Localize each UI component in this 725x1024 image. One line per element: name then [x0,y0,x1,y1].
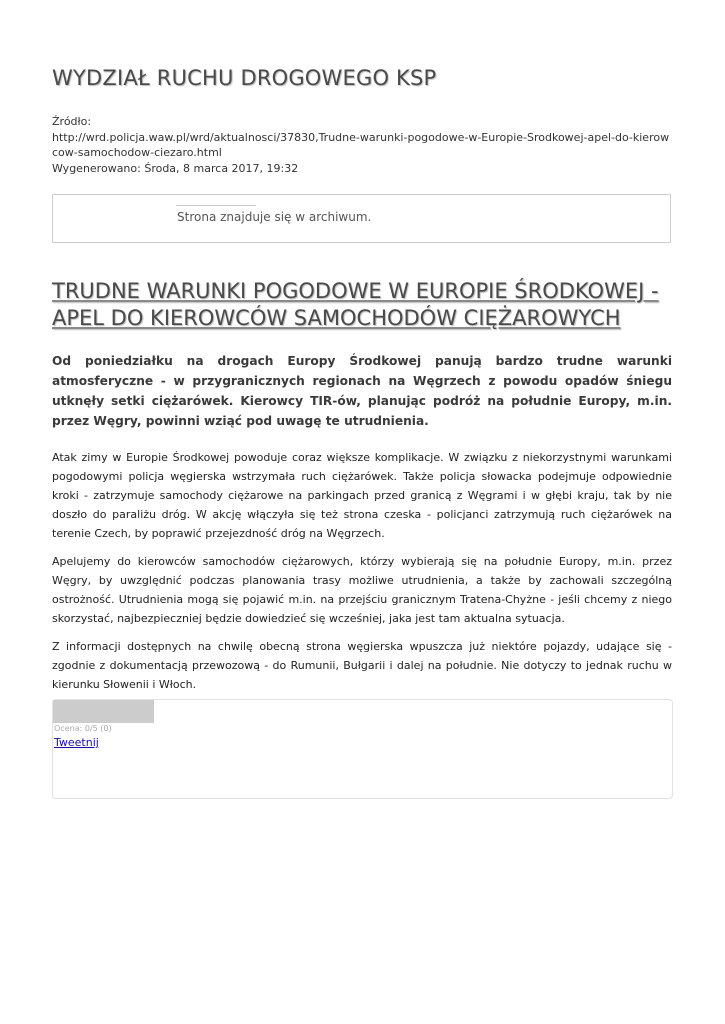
tweet-link[interactable]: Tweetnij [54,736,99,749]
article-paragraph: Z informacji dostępnych na chwilę obecną strona węgierska wpuszcza już niektóre pojazdy, udające się - zgodnie z dokumentacją przewozową - do Rumunii, Bułgarii i dalej na południe. Nie dotyczy to jednak ruchu w kierunku Słowenii i Włoch. [52,640,672,691]
article-paragraph: Apelujemy do kierowców samochodów ciężarowych, którzy wybierają się na południe Europy, m.in. przez Węgry, by uwzględnić podczas planowania trasy możliwe utrudnienia, a także by zachowali szczególną ostrożność. Utrudnienia mogą się pojawić m.in. na przejściu granicznym Tratena-Chyżne - jeśli chcemy z niego skorzystać, najbezpieczniej będzie dowiedzieć się wcześniej, jaka jest tam aktualna sytuacja. [52,555,672,625]
generated-timestamp: Wygenerowano: Środa, 8 marca 2017, 19:32 [52,161,299,175]
page-meta [52,114,674,176]
archive-notice-box [52,194,671,243]
archive-notice: Strona znajduje się w archiwum. [177,210,372,224]
source-label: Źródło: [52,115,92,128]
rating-stars-placeholder[interactable] [53,700,154,723]
rating-label: Ocena: 0/5 (0) [54,724,112,733]
article-paragraph: Atak zimy w Europie Środkowej powoduje coraz większe komplikacje. W związku z niekorzystnymi warunkami pogodowymi policja węgierska wstrzymała ruch ciężarówek. Także policja słowacka podejmuje odpowiednie kroki - zatrzymuje samochody ciężarowe na parkingach przed granicą z Węgrami i w głębi kraju, tak by nie doszło do paraliżu dróg. W akcję włączyła się też strona czeska - policjanci zatrzymują ruch ciężarówek na terenie Czech, by poprawić przejezdność dróg na Węgrzech. [52,451,672,540]
article-title: TRUDNE WARUNKI POGODOWE W EUROPIE ŚRODKOWEJ - APEL DO KIEROWCÓW SAMOCHODÓW CIĘŻAROWYCH [52,279,659,330]
article-body [52,448,672,703]
archive-divider [176,205,256,206]
source-url: http://wrd.policja.waw.pl/wrd/aktualnosci/37830,Trudne-warunki-pogodowe-w-Europie-Srodkowej-apel-do-kierowcow-samochodow-ciezaro.html [52,130,670,159]
rating-share-box [52,699,673,799]
site-title: WYDZIAŁ RUCHU DROGOWEGO KSP [52,66,437,90]
article-lead: Od poniedziałku na drogach Europy Środkowej panują bardzo trudne warunki atmosferyczne - w przygranicznych regionach na Węgrzech z powodu opadów śniegu utknęły setki ciężarówek. Kierowcy TIR-ów, planując podróż na południe Europy, m.in. przez Węgry, powinni wziąć pod uwagę te utrudnienia. [52,354,672,428]
